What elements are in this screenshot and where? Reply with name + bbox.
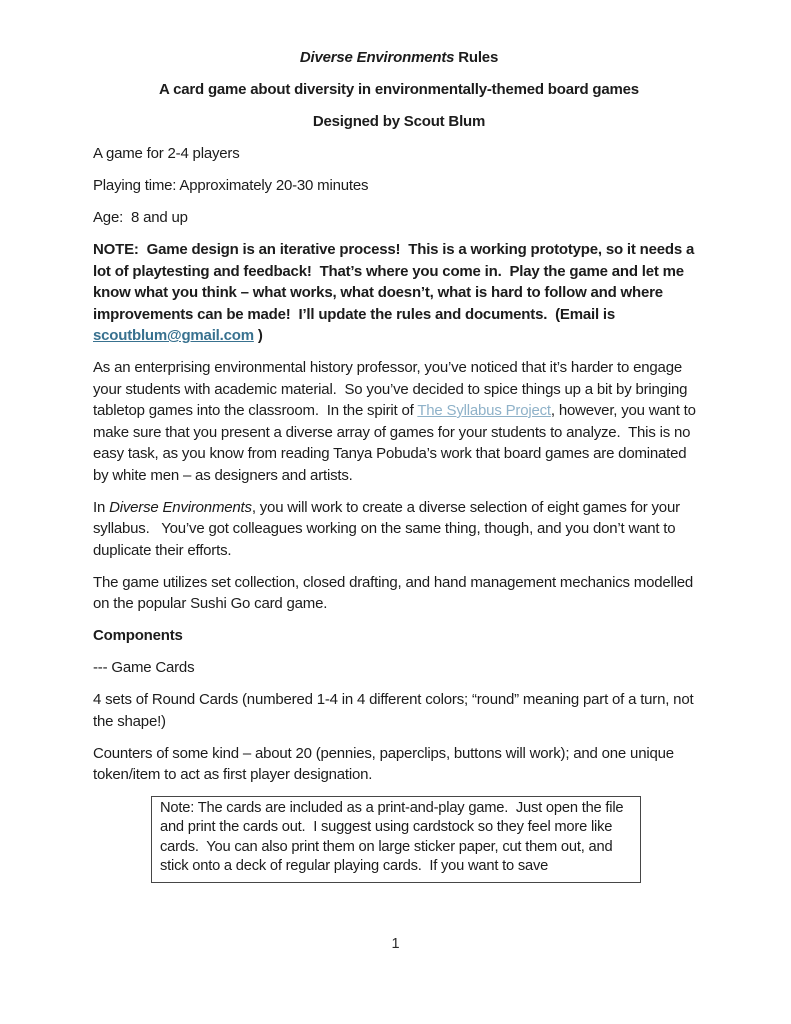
overview-game-name: Diverse Environments [109,498,252,516]
page-number: 1 [391,936,400,952]
title-suffix: Rules [454,49,499,66]
document-body [93,47,705,883]
intro-text-after-link: , however, you want to make sure that you present a diverse array of games for your students to analyze. This is no easy task, as you know from reading Tanya Pobuda’s work that board games are dominated by white men – as designers and artists. [93,402,700,484]
game-cards-line: --- Game Cards [93,659,195,676]
overview-paragraph [93,497,705,562]
age-line: Age: 8 and up [93,209,188,226]
note-text-after-email: ) [253,327,263,344]
subtitle: A card game about diversity in environmentally-themed board games [159,81,639,98]
components-heading: Components [93,627,183,644]
counters-paragraph: Counters of some kind – about 20 (pennies, paperclips, buttons will work); and one unique token/item to act as first player designation. [93,744,678,783]
players-line: A game for 2-4 players [93,145,240,162]
overview-lead: In [93,498,110,516]
mechanics-paragraph: The game utilizes set collection, closed drafting, and hand management mechanics modelled on the popular Sushi Go card game. [93,573,698,612]
byline: Designed by Scout Blum [312,113,486,130]
print-note-box [151,796,641,883]
title-game-name: Diverse Environments [299,49,455,66]
intro-text-before-link: As an enterprising environmental history professor, you’ve noticed that it’s harder to engage your students with academic material. So you’ve decided to spice things up a bit by bringing tabletop games into the classroom. In the spirit of [93,359,692,419]
round-cards-paragraph: 4 sets of Round Cards (numbered 1-4 in 4 different colors; “round” meaning part of a turn, not the shape!) [93,691,698,730]
page-title [93,47,705,69]
note-text-before-email: NOTE: Game design is an iterative process! This is a working prototype, so it needs a lot of playtesting and feedback! That’s where you come in. Play the game and let me know what you think – what works, what doesn’t, what is hard to follow and where improvements can be made! I’ll update the rules and documents. (Email is [93,241,699,323]
email-link[interactable]: scoutblum@gmail.com [93,327,254,344]
playing-time-line: Playing time: Approximately 20-30 minutes [93,177,369,194]
overview-rest: , you will work to create a diverse selection of eight games for your syllabus. You’ve got colleagues working on the same thing, though, and you don’t want to duplicate their efforts. [93,498,684,559]
syllabus-project-link[interactable]: The Syllabus Project [417,402,551,419]
note-paragraph [93,239,705,347]
intro-paragraph [93,357,705,486]
print-note-text: Note: The cards are included as a print-and-play game. Just open the file and print the cards out. I suggest using cardstock so they feel more like cards. You can also print them on large sticker paper, cut them out, and stick onto a deck of regular playing cards. If you want to save [160,800,628,875]
